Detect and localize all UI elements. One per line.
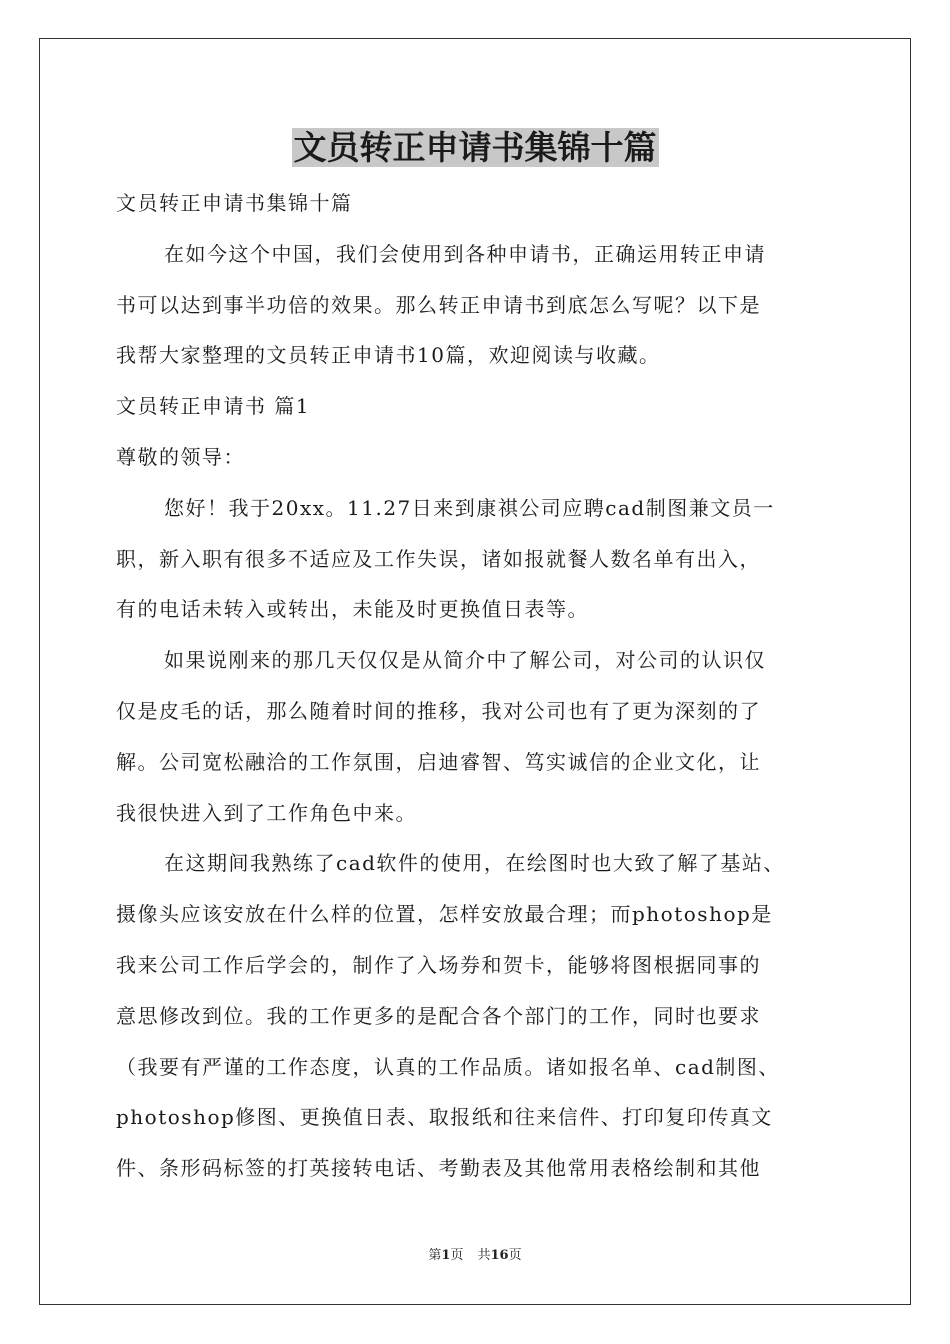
total-prefix: 共	[477, 1248, 491, 1263]
body-line: photoshop修图、更换值日表、取报纸和往来信件、打印复印传真文	[116, 1105, 773, 1130]
body-line: 在如今这个中国，我们会使用到各种申请书，正确运用转正申请	[164, 241, 766, 266]
body-line: 件、条形码标签的打英接转电话、考勤表及其他常用表格绘制和其他	[116, 1156, 761, 1181]
body-line: 书可以达到事半功倍的效果。那么转正申请书到底怎么写呢？以下是	[116, 292, 761, 317]
body-line: 摄像头应该安放在什么样的位置，怎样安放最合理；而photoshop是	[116, 902, 773, 927]
page-number: 1	[441, 1248, 451, 1263]
body-line: 有的电话未转入或转出，未能及时更换值日表等。	[116, 597, 589, 622]
page-suffix: 页	[450, 1248, 464, 1263]
page-prefix: 第	[428, 1248, 442, 1263]
salutation: 尊敬的领导：	[116, 444, 245, 469]
document-title	[0, 126, 950, 170]
total-pages: 16	[490, 1248, 509, 1263]
body-line: 您好！我于20xx。11.27日来到康祺公司应聘cad制图兼文员一	[164, 495, 775, 520]
body-line: 我帮大家整理的文员转正申请书10篇，欢迎阅读与收藏。	[116, 343, 661, 368]
body-line: 文员转正申请书集锦十篇	[116, 191, 353, 215]
body-line: 解。公司宽松融洽的工作氛围，启迪睿智、笃实诚信的企业文化，让	[116, 749, 761, 774]
section-heading: 文员转正申请书 篇1	[116, 394, 311, 419]
page-footer	[0, 1247, 950, 1265]
document-title-text: 文员转正申请书集锦十篇	[293, 128, 657, 167]
body-line: （我要有严谨的工作态度，认真的工作品质。诸如报名单、cad制图、	[116, 1054, 780, 1079]
body-line: 仅是皮毛的话，那么随着时间的推移，我对公司也有了更为深刻的了	[116, 698, 761, 723]
total-suffix: 页	[508, 1248, 522, 1263]
body-line: 职，新入职有很多不适应及工作失误，诸如报就餐人数名单有出入，	[116, 546, 761, 571]
body-line: 意思修改到位。我的工作更多的是配合各个部门的工作，同时也要求	[116, 1003, 761, 1028]
body-line: 我来公司工作后学会的，制作了入场券和贺卡，能够将图根据同事的	[116, 952, 761, 977]
document-body	[116, 178, 836, 1194]
body-line: 如果说刚来的那几天仅仅是从简介中了解公司，对公司的认识仅	[164, 648, 766, 673]
body-line: 我很快进入到了工作角色中来。	[116, 800, 417, 825]
body-line: 在这期间我熟练了cad软件的使用，在绘图时也大致了解了基站、	[164, 851, 785, 876]
